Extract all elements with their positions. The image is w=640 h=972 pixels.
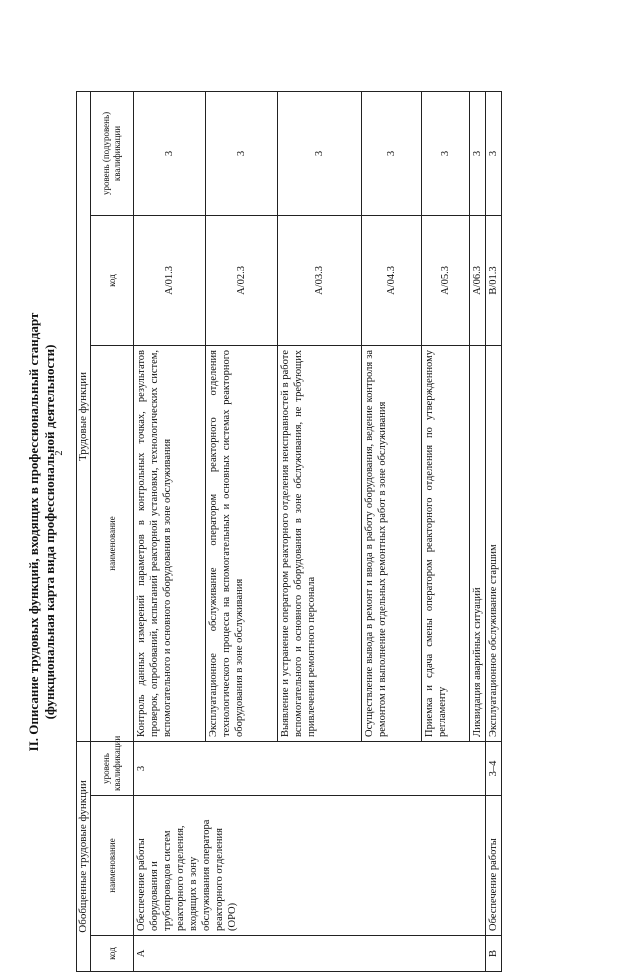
document-title: II. Описание трудовых функций, входящих в профессиональный стандарт: [26, 312, 41, 752]
group-code: B: [486, 936, 502, 972]
generalized-functions-header: Обобщенные трудовые функции: [77, 741, 91, 971]
functional-map-table: [76, 91, 502, 972]
function-code: A/04.3: [362, 215, 422, 345]
function-code-header: код: [91, 215, 134, 345]
table-row: [486, 91, 502, 971]
function-name: Приемка и сдача смены оператором реакторного отделения по утвержденному регламенту: [422, 345, 470, 741]
function-name: Эксплуатационное обслуживание оператором реакторного отделения технологического процесса на вспомогательных и основных системах реакторного оборудования в зоне обслуживания: [206, 345, 278, 741]
function-name: Осуществление вывода в ремонт и ввода в работу оборудования, ведение контроля за ремонтом и выполнение отдельных ремонтных работ в зоне обслуживания: [362, 345, 422, 741]
function-name: Ликвидация аварийных ситуаций: [470, 345, 486, 741]
group-name: Обеспечение работы оборудования и трубопроводов систем реакторного отделения, входящих в зону обслуживания оператора реакторного отделения (ОРО): [134, 796, 486, 936]
title-block: [26, 92, 58, 972]
rotated-page: [26, 92, 526, 972]
function-name: Эксплуатационное обслуживание старшим: [486, 345, 502, 741]
function-name-header: наименование: [91, 345, 134, 741]
generalized-code-header: код: [91, 936, 134, 972]
function-code: B/01.3: [486, 215, 502, 345]
group-name: Обеспечение работы: [486, 796, 502, 936]
function-level: 3: [486, 91, 502, 215]
function-level: 3: [206, 91, 278, 215]
group-code: A: [134, 936, 486, 972]
function-level: 3: [134, 91, 206, 215]
function-code: A/01.3: [134, 215, 206, 345]
function-code: A/06.3: [470, 215, 486, 345]
page-number: 2: [54, 450, 65, 456]
function-name: Контроль данных измерений параметров в контрольных точках, результатов проверок, опробований, испытаний реакторной установки, технологических систем, вспомогательного и основного оборудования в зоне обслуживания: [134, 345, 206, 741]
function-level-header: уровень (подуровень) квалификации: [91, 91, 134, 215]
function-code: A/02.3: [206, 215, 278, 345]
table-header-row-2: [91, 91, 134, 971]
table-row: [134, 91, 206, 971]
function-name: Выявление и устранение оператором реакторного отделения неисправностей в работе вспомогательного и основного оборудования в зоне обслуживания, не требующих привлечения ремонтного персонала: [278, 345, 362, 741]
document-subtitle: (функциональная карта вида профессиональной деятельности): [42, 344, 57, 720]
generalized-level-header: уровень квалификации: [91, 741, 134, 795]
group-level: 3–4: [486, 741, 502, 795]
function-code: A/03.3: [278, 215, 362, 345]
function-level: 3: [362, 91, 422, 215]
function-level: 3: [470, 91, 486, 215]
group-level: 3: [134, 741, 486, 795]
generalized-name-header: наименование: [91, 796, 134, 936]
function-level: 3: [278, 91, 362, 215]
function-level: 3: [422, 91, 470, 215]
labor-functions-header: Трудовые функции: [77, 91, 91, 741]
function-code: A/05.3: [422, 215, 470, 345]
table-header-row-1: [77, 91, 91, 971]
